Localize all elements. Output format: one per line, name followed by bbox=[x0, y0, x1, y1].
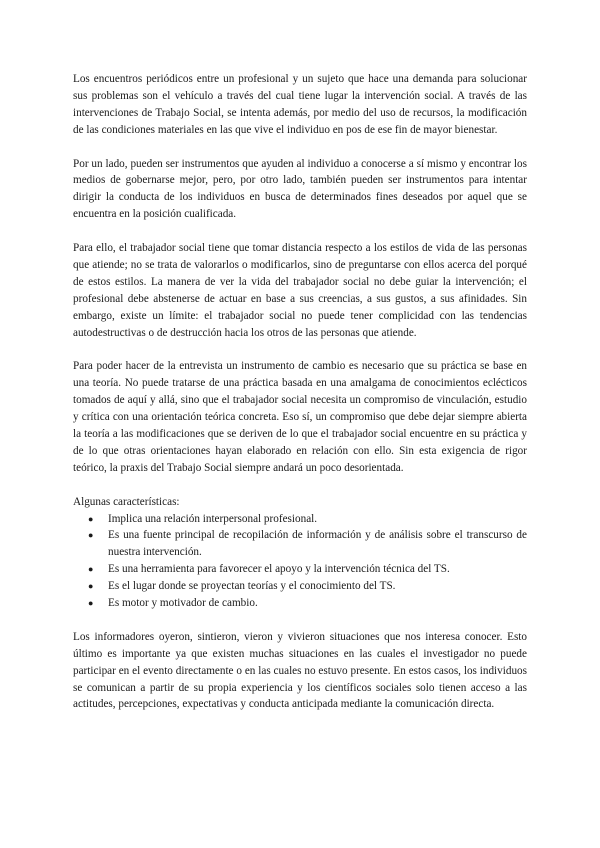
bullet-icon: ● bbox=[88, 581, 94, 592]
list-item-text: Implica una relación interpersonal profesional. bbox=[108, 512, 318, 525]
bullet-icon: ● bbox=[88, 513, 94, 524]
list-item bbox=[88, 527, 527, 561]
list-item-text: Es el lugar donde se proyectan teorías y el conocimiento del TS. bbox=[108, 580, 396, 593]
list-item-text: Es una fuente principal de recopilación de información y de análisis sobre el transcurso de nuestra intervención. bbox=[108, 529, 527, 559]
paragraph-1: Los encuentros periódicos entre un profesional y un sujeto que hace una demanda para solucionar sus problemas son el vehículo a través del cual tiene lugar la intervención social. A través de las intervenciones de Trabajo Social, se intenta además, por medio del uso de recursos, la modificación de las condiciones materiales en las que vive el individuo en pos de ese fin de mayor bienestar. bbox=[73, 73, 527, 136]
paragraph-3: Para ello, el trabajador social tiene que tomar distancia respecto a los estilos de vida de las personas que atiende; no se trata de valorarlos o modificarlos, sino de preguntarse con ellos acerca del porqué de estos estilos. La manera de ver la vida del trabajador social no debe guiar la intervención; el profesional debe abstenerse de actuar en base a sus creencias, a sus gustos, a sus afinidades. Sin embargo, existe un límite: el trabajador social no puede tener complicidad con las tendencias autodestructivas o de destrucción hacia los otros de las personas que atiende. bbox=[73, 242, 527, 339]
document-body bbox=[73, 71, 527, 730]
list-item bbox=[88, 511, 527, 528]
list-item-text: Es una herramienta para favorecer el apoyo y la intervención técnica del TS. bbox=[108, 563, 450, 576]
list-item bbox=[88, 561, 527, 578]
characteristics-list bbox=[73, 511, 527, 612]
paragraph-4: Para poder hacer de la entrevista un instrumento de cambio es necesario que su práctica se base en una teoría. No puede tratarse de una práctica basada en una amalgama de conocimientos eclécticos tomados de aquí y allá, sino que el trabajador social necesita un compromiso de vinculación, estudio y crítica con una orientación teórica concreta. Eso sí, un compromiso que debe dejar siempre abierta la teoría a las modificaciones que se deriven de lo que el trabajador social encuentre en su práctica y de lo que otras orientaciones hayan elaborado en relación con ello. Sin esta exigencia de rigor teórico, la praxis del Trabajo Social siempre andará un poco desorientada. bbox=[73, 360, 527, 474]
list-item bbox=[88, 595, 527, 612]
bullet-icon: ● bbox=[88, 530, 94, 541]
list-item-text: Es motor y motivador de cambio. bbox=[108, 597, 258, 610]
closing-paragraph: Los informadores oyeron, sintieron, vieron y vivieron situaciones que nos interesa conocer. Esto último es importante ya que existen muchas situaciones en las cuales el investigador no puede participar en el evento directamente o en las cuales no estuvo presente. En estos casos, los individuos se comunican a partir de su propia experiencia y los científicos sociales solo tienen acceso a las actitudes, percepciones, expectativas y conducta anticipada mediante la comunicación directa. bbox=[73, 630, 527, 711]
paragraph-2: Por un lado, pueden ser instrumentos que ayuden al individuo a conocerse a sí mismo y encontrar los medios de gobernarse mejor, pero, por otro lado, también pueden ser instrumentos para intentar dirigir la conducta de los individuos en busca de determinados fines deseados por aquel que se encuentra en la posición cualificada. bbox=[73, 157, 527, 221]
bullet-icon: ● bbox=[88, 564, 94, 575]
bullet-icon: ● bbox=[88, 598, 94, 609]
list-item bbox=[88, 578, 527, 595]
list-intro: Algunas características: bbox=[73, 495, 180, 508]
